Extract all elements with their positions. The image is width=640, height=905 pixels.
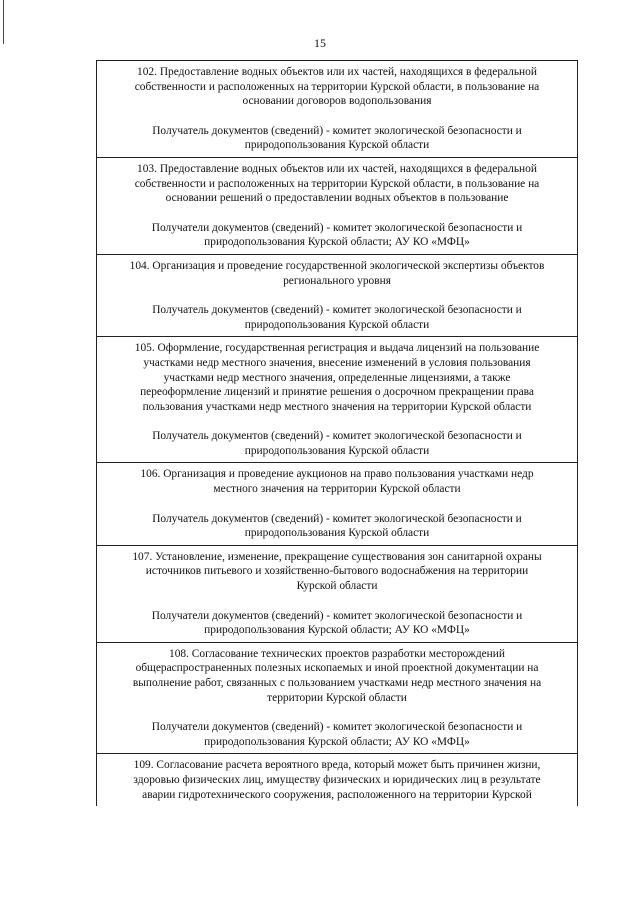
service-title: 104. Организация и проведение государственной экологической экспертизы объектов регионального уровня bbox=[129, 259, 545, 287]
table-row bbox=[97, 337, 577, 463]
document-recipients: Получатель документов (сведений) - комитет экологической безопасности и природопользования Курской области bbox=[152, 124, 522, 152]
document-recipients: Получатели документов (сведений) - комитет экологической безопасности и природопользования Курской области; АУ КО «МФЦ» bbox=[151, 721, 523, 748]
table-row bbox=[97, 754, 577, 806]
table-row bbox=[97, 158, 577, 255]
table-row bbox=[97, 255, 577, 337]
service-title: 103. Предоставление водных объектов или их частей, находящихся в федеральной собственности и расположенных на территории Курской области, в пользование на основании решений о предоставлении водных объектов в пользование bbox=[134, 162, 540, 205]
table-row bbox=[97, 546, 577, 643]
service-title: 108. Согласование технических проектов разработки месторождений общераспространенных полезных ископаемых и иной проектной документации на выполнение работ, связанных с пользованием участками недр местного значения на территории Курской области bbox=[132, 647, 542, 704]
table-row bbox=[97, 643, 577, 755]
service-title: 107. Установление, изменение, прекращение существования зон санитарной охраны источников питьевого и хозяйственно-бытового водоснабжения на территории Курской области bbox=[132, 550, 542, 593]
document-recipients: Получатели документов (сведений) - комитет экологической безопасности и природопользования Курской области; АУ КО «МФЦ» bbox=[151, 609, 523, 637]
document-recipients: Получатель документов (сведений) - комитет экологической безопасности и природопользования Курской области bbox=[152, 304, 522, 331]
document-recipients: Получатель документов (сведений) - комитет экологической безопасности и природопользования Курской области bbox=[152, 512, 522, 540]
services-table bbox=[96, 60, 578, 806]
page-number: 15 bbox=[314, 36, 326, 50]
service-title: 109. Согласование расчета вероятного вреда, который может быть причинен жизни, здоровью физических лиц, имуществу физических и юридических лиц в результате аварии гидротехнического сооружения, расположенного на территории Курской bbox=[133, 759, 541, 801]
service-title: 102. Предоставление водных объектов или их частей, находящихся в федеральной собственности и расположенных на территории Курской области, в пользование на основании договоров водопользования bbox=[134, 66, 540, 108]
service-title: 106. Организация и проведение аукционов на право пользования участками недр местного значения на территории Курской области bbox=[140, 468, 534, 496]
table-row bbox=[97, 463, 577, 545]
document-recipients: Получатели документов (сведений) - комитет экологической безопасности и природопользования Курской области; АУ КО «МФЦ» bbox=[151, 221, 523, 249]
service-title: 105. Оформление, государственная регистрация и выдача лицензий на пользование участками недр местного значения, внесение изменений в условия пользования участками недр местного значения, определенные лицензиями, а также переоформление лицензий и принятие решения о досрочном прекращении права пользования участками недр местного значения на территории Курской области bbox=[134, 342, 540, 413]
table-row bbox=[97, 61, 577, 158]
document-recipients: Получатель документов (сведений) - комитет экологической безопасности и природопользования Курской области bbox=[152, 430, 522, 457]
